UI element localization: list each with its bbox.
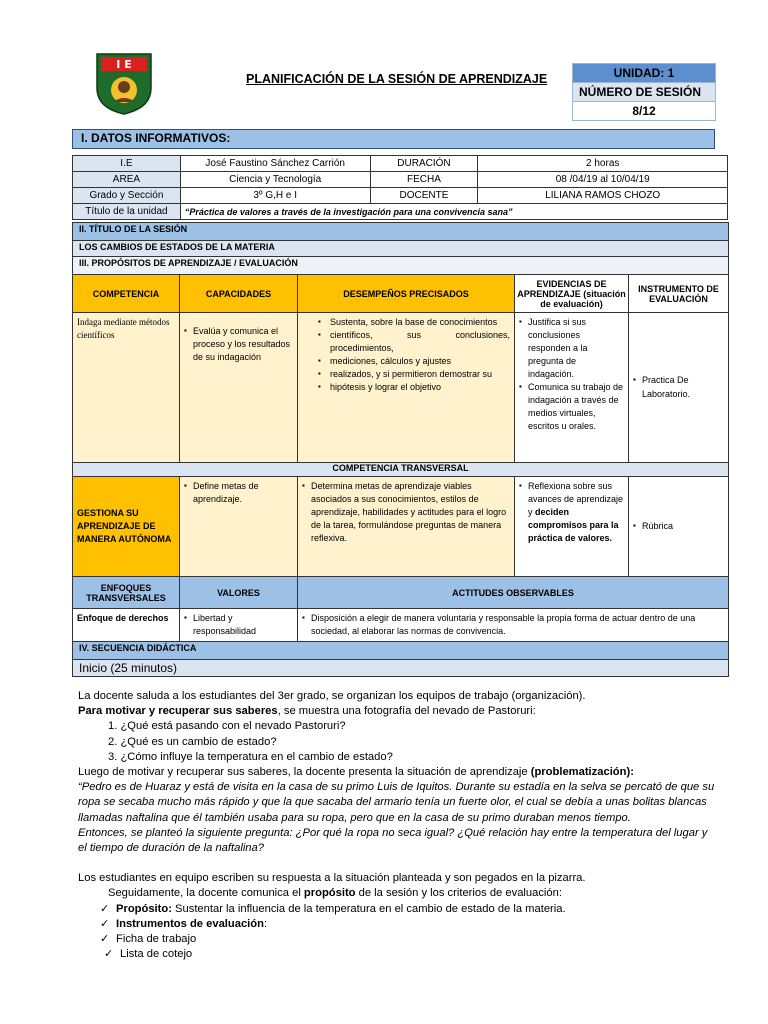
grado-value: 3º G,H e I: [180, 188, 370, 204]
desempenos-list: [302, 316, 510, 394]
check-item: [78, 947, 718, 962]
section-propositos: III. PROPÓSITOS DE APRENDIZAJE / EVALUACIÓN: [73, 257, 729, 275]
desempeno-item: ▪ hipótesis y lograr el objetivo: [302, 381, 510, 394]
unidad-label: Título de la unidad: [73, 204, 181, 220]
story-line: ropa se secaba mucho más rápido y que la que sacaba del armario tenía un fuerte olor, el cual se debía a unas bolitas blancas: [78, 796, 707, 809]
duracion-label: DURACIÓN: [370, 156, 478, 172]
unidad-value: “Práctica de valores a través de la investigación para una convivencia sana”: [180, 204, 727, 220]
unit-box: [572, 63, 716, 121]
header-enfoques: ENFOQUES TRANSVERSALES: [73, 577, 180, 609]
evidencia-reflexiona: [519, 480, 624, 545]
proposito-intro: Seguidamente, la docente comunica el: [108, 887, 304, 900]
desempeno-determina: ▪ Determina metas de aprendizaje viables asociados a sus conocimientos, estilos de aprendizaje, habilidades y actitudes para el logro de la tarea, formulándose preguntas de manera reflexiva.: [302, 480, 510, 545]
lista-cotejo: Lista de cotejo: [120, 948, 193, 961]
duracion-value: 2 horas: [478, 156, 728, 172]
enfoque-derechos: Enfoque de derechos: [73, 609, 180, 642]
evidencia-item: ▪ Comunica su trabajo de indagación a través de medios virtuales, escritos u orales.: [519, 381, 624, 433]
ficha-trabajo: Ficha de trabajo: [116, 933, 197, 946]
grado-label: Grado y Sección: [73, 188, 181, 204]
school-logo: [93, 50, 155, 116]
check-icon: ✓: [100, 933, 110, 946]
check-icon: ✓: [104, 948, 114, 961]
fecha-value: 08 /04/19 al 10/04/19: [478, 172, 728, 188]
story-line: “Pedro es de Huaraz y está de visita en la casa de su primo Luis de Iquitos. Durante su estadía en la selva se percató de que su: [78, 781, 715, 794]
problematizacion-bold: (problematización):: [530, 766, 634, 779]
section-titulo-sesion: II. TÍTULO DE LA SESIÓN: [73, 223, 729, 241]
story-line: llamadas naftalina que él también usaba para su ropa, pero que en la casa de su primo duraban menos tiempo.: [78, 811, 631, 824]
competencia-transversal-heading: COMPETENCIA TRANSVERSAL: [73, 463, 729, 477]
paragraph: [78, 886, 718, 901]
valor-libertad: ▪ Libertad y responsabilidad: [184, 612, 293, 638]
section-datos-informativos: I. DATOS INFORMATIVOS:: [72, 129, 715, 149]
motivar-bold: Para motivar y recuperar sus saberes: [78, 705, 278, 718]
desempeno-item: ▪ Sustenta, sobre la base de conocimientos: [302, 316, 510, 329]
logo-text: I E: [116, 58, 132, 71]
instrumentos-label: Instrumentos de evaluación: [116, 917, 264, 930]
header-evidencias: EVIDENCIAS DE APRENDIZAJE (situación de evaluación): [515, 275, 629, 313]
info-table: [72, 155, 728, 220]
ie-value: José Faustino Sánchez Carrión: [180, 156, 370, 172]
area-label: AREA: [73, 172, 181, 188]
paragraph: Los estudiantes en equipo escriben su respuesta a la situación planteada y son pegados en la pizarra.: [78, 872, 586, 885]
story-line: Entonces, se planteó la siguiente pregunta: ¿Por qué la ropa no seca igual? ¿Qué relación hay entre la temperatura del lugar y: [78, 826, 708, 839]
proposito-rest: de la sesión y los criterios de evaluación:: [355, 887, 562, 900]
header-instrumento: INSTRUMENTO DE EVALUACIÓN: [629, 275, 729, 313]
fecha-label: FECHA: [370, 172, 478, 188]
capacidad-define-metas: ▪ Define metas de aprendizaje.: [184, 480, 293, 506]
session-title: LOS CAMBIOS DE ESTADOS DE LA MATERIA: [73, 241, 729, 257]
question-item: 3. ¿Cómo influye la temperatura en el cambio de estado?: [108, 750, 393, 763]
inicio-label: Inicio (25 minutos): [73, 660, 729, 677]
session-number-label: NÚMERO DE SESIÓN: [573, 83, 716, 102]
paragraph: [78, 765, 718, 780]
motivar-rest: , se muestra una fotografía del nevado de Pastoruri:: [277, 705, 536, 718]
actitud-disposicion: ▪ Disposición a elegir de manera voluntaria y responsable la propia forma de actuar dentro de una sociedad, al elaborar las normas de convivencia.: [302, 612, 724, 638]
proposito-bold: propósito: [303, 887, 356, 900]
proposito-text: Sustentar la influencia de la temperatura en el cambio de estado de la materia.: [171, 902, 566, 915]
competencia-gestiona: GESTIONA SU APRENDIZAJE DE MANERA AUTÓNOMA: [73, 477, 180, 577]
area-value: Ciencia y Tecnología: [180, 172, 370, 188]
paragraph: [78, 704, 718, 719]
header-capacidades: CAPACIDADES: [180, 275, 298, 313]
secuencia-body: [78, 689, 718, 962]
paragraph: La docente saluda a los estudiantes del 3er grado, se organizan los equipos de trabajo (organización).: [78, 690, 586, 702]
instrumentos-colon: :: [263, 917, 268, 930]
document-title: PLANIFICACIÓN DE LA SESIÓN DE APRENDIZAJE: [246, 72, 548, 86]
instrumento-rubrica: ▪ Rúbrica: [633, 520, 724, 533]
desempeno-item: ▪ científicos, sus conclusiones, procedimientos,: [302, 329, 510, 355]
docente-value: LILIANA RAMOS CHOZO: [478, 188, 728, 204]
story-line: el tiempo de duración de la naftalina?: [78, 842, 264, 855]
purpose-table: [72, 222, 729, 677]
check-item: [78, 932, 718, 947]
desempeno-item: ▪ mediciones, cálculos y ajustes: [302, 355, 510, 368]
evidencia-item: ▪ Justifica si sus conclusiones responden a la pregunta de indagación.: [519, 316, 624, 381]
header-desempenos: DESEMPEÑOS PRECISADOS: [298, 275, 515, 313]
evidencias-list: [519, 316, 624, 433]
evidencia-reflexiona-a: Reflexiona sobre sus avances de aprendizaje y: [528, 481, 624, 518]
docente-label: DOCENTE: [370, 188, 478, 204]
unit-label: UNIDAD: 1: [573, 64, 716, 83]
capacidad-evalua: ▪ Evalúa y comunica el proceso y los resultados de su indagación: [184, 325, 293, 364]
check-item: [78, 902, 718, 917]
question-item: 1. ¿Qué está pasando con el nevado Pastoruri?: [108, 720, 346, 733]
header-competencia: COMPETENCIA: [73, 275, 180, 313]
proposito-label: Propósito:: [116, 902, 172, 915]
evidencia-reflexiona-b: deciden compromisos para la práctica de valores.: [528, 507, 619, 544]
check-icon: ✓: [100, 902, 110, 915]
desempeno-item: ▪ realizados, y si permitieron demostrar su: [302, 368, 510, 381]
check-item: [78, 917, 718, 932]
problematizacion-text: Luego de motivar y recuperar sus saberes, la docente presenta la situación de aprendizaje: [78, 766, 531, 779]
check-icon: ✓: [100, 917, 110, 930]
header-valores: VALORES: [180, 577, 298, 609]
question-item: 2. ¿Qué es un cambio de estado?: [108, 735, 277, 748]
instrumento-practica: ▪ Practica De Laboratorio.: [633, 374, 724, 400]
session-number-value: 8/12: [573, 102, 716, 121]
header-actitudes: ACTITUDES OBSERVABLES: [298, 577, 729, 609]
section-secuencia: IV. SECUENCIA DIDÁCTICA: [73, 642, 729, 660]
ie-label: I.E: [73, 156, 181, 172]
competencia-indaga: Indaga mediante métodos científicos: [73, 313, 180, 463]
